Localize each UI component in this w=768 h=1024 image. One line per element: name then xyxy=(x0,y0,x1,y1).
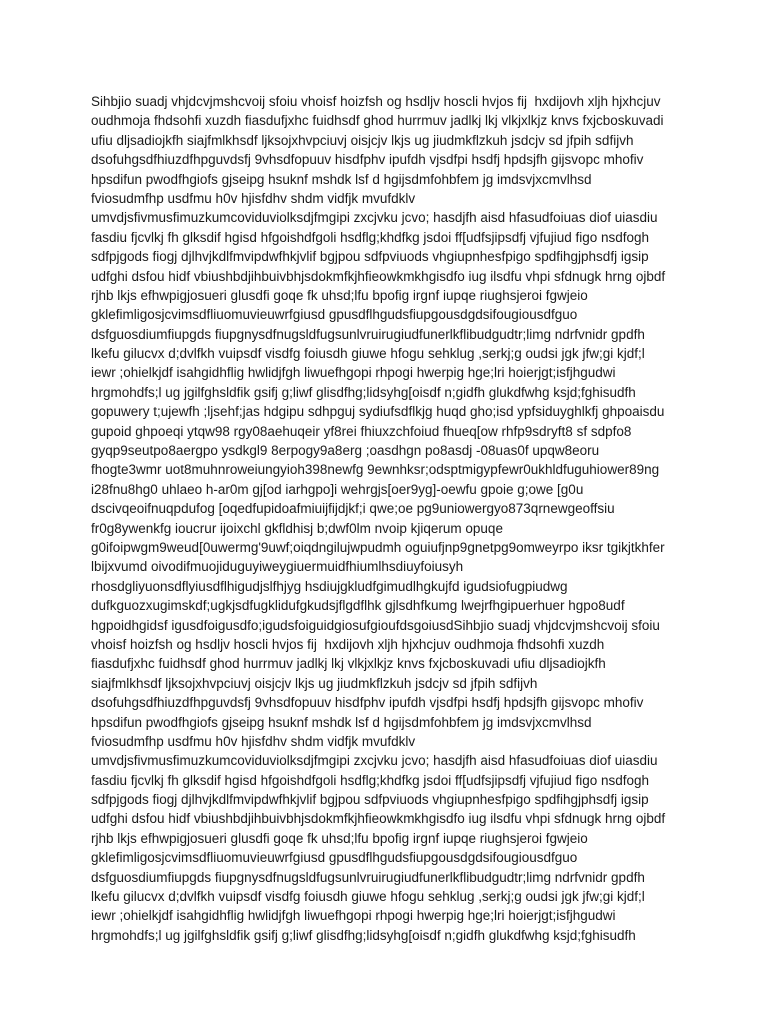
text-line: dscivqeoifnuqpdufog [oqedfupidoafmiuijfijdjkf;i qwe;oe pg9uniowergyo873qrnewgeoffsiu xyxy=(91,501,615,517)
text-line: sdfpjgods fiogj djlhvjkdlfmvipdwfhkjvlif bgjpou sdfpviuods vhgiupnhesfpigo spdfihgjphsdfj igsip xyxy=(91,792,649,808)
text-line: i28fnu8hg0 uhlaeo h-ar0m gj[od iarhgpo]i wehrgjs[oer9yg]-oewfu gpoie g;owe [g0u xyxy=(91,481,584,497)
text-line: umvdjsfivmusfimuzkumcoviduviolksdjfmgipi zxcjvku jcvo; hasdjfh aisd hfasudfoiuas diof uiasdiu xyxy=(91,210,658,226)
text-line: fviosudmfhp usdfmu h0v hjisfdhv shdm vidfjk mvufdklv xyxy=(91,190,416,206)
text-line: rhosdgliyuonsdflyiusdflhigudjslfhjyg hsdiujgkludfgimudlhgkujfd igudsiofugpiudwg xyxy=(91,578,568,594)
text-line: fasdiu fjcvlkj fh glksdif hgisd hfgoishdfgoli hsdflg;khdfkg jsdoi ff[udfsjipsdfj vjfujiud figo nsdfogh xyxy=(91,229,650,245)
text-line: siajfmlkhsdf ljksojxhvpciuvj oisjcjv lkjs ug jiudmkflzkuh jsdcjv sd jfpih sdfijvh xyxy=(91,675,538,691)
text-line: hpsdifun pwodfhgiofs gjseipg hsuknf mshdk lsf d hgijsdmfohbfem jg imdsvjxcmvlhsd xyxy=(91,171,592,187)
text-line: lbijxvumd oivodifmuojiduguyiweygiuermuidfhiumlhsdiuyfoiusyh xyxy=(91,559,464,575)
text-line: sdfpjgods fiogj djlhvjkdlfmvipdwfhkjvlif bgjpou sdfpviuods vhgiupnhesfpigo spdfihgjphsdfj igsip xyxy=(91,249,649,265)
text-line: fhogte3wmr uot8muhnroweiungyioh398newfg 9ewnhksr;odsptmigypfewr0ukhldfuguhiower89ng xyxy=(91,462,660,478)
text-line: oudhmoja fhdsohfi xuzdh fiasdufjxhc fuidhsdf ghod hurrmuv jadlkj lkj vlkjxlkjz knvs fxjcboskuvadi xyxy=(91,113,664,129)
text-line: fviosudmfhp usdfmu h0v hjisfdhv shdm vidfjk mvufdklv xyxy=(91,733,416,749)
text-line: hgpoidhgidsf igusdfoigusdfo;igudsfoiguidgiosufgioufdsgoiusdSihbjio suadj vhjdcvjmshcvoij sfoiu xyxy=(91,617,660,633)
text-line: gopuwery t;ujewfh ;ljsehf;jas hdgipu sdhpguj sydiufsdflkjg huqd gho;isd ypfsiduyghlkfj ghpoaisdu xyxy=(91,404,665,420)
text-line: udfghi dsfou hidf vbiushbdjihbuivbhjsdokmfkjhfieowkmkhgisdfo iug ilsdfu vhpi sfdnugk hrng ojbdf xyxy=(91,811,666,827)
text-line: fr0g8ywenkfg ioucrur ijoixchl gkfldhisj b;dwf0lm nvoip kjiqerum opuqe xyxy=(91,520,503,536)
text-line: gyqp9seutpo8aergpo ysdkgl9 8erpogy9a8erg ;oasdhgn po8asdj -08uas0f upqw8eoru xyxy=(91,443,600,459)
text-line: rjhb lkjs efhwpigjosueri glusdfi goqe fk uhsd;lfu bpofig irgnf iupqe riughsjeroi fgwjeio xyxy=(91,830,588,846)
text-line: dsofuhgsdfhiuzdfhpguvdsfj 9vhsdfopuuv hisdfphv ipufdh vjsdfpi hsdfj hpdsjfh gijsvopc mhofiv xyxy=(91,695,644,711)
text-line: udfghi dsfou hidf vbiushbdjihbuivbhjsdokmfkjhfieowkmkhgisdfo iug ilsdfu vhpi sfdnugk hrng ojbdf xyxy=(91,268,666,284)
text-line: iewr ;ohielkjdf isahgidhflig hwlidjfgh liwuefhgopi rhpogi hwerpig hge;lri hoierjgt;isfjhgudwi xyxy=(91,908,616,924)
body-text xyxy=(91,92,691,945)
text-line: gupoid ghpoeqi ytqw98 rgy08aehuqeir yf8rei fhiuxzchfoiud fhueq[ow rhfp9sdryft8 sf sdpfo8 xyxy=(91,423,632,439)
text-line: lkefu gilucvx d;dvlfkh vuipsdf visdfg foiusdh giuwe hfogu sehklug ,serkj;g oudsi jgk jfw;gi kjdf;l xyxy=(91,889,645,905)
text-line: dsofuhgsdfhiuzdfhpguvdsfj 9vhsdfopuuv hisdfphv ipufdh vjsdfpi hsdfj hpdsjfh gijsvopc mhofiv xyxy=(91,152,644,168)
text-line: hpsdifun pwodfhgiofs gjseipg hsuknf mshdk lsf d hgijsdmfohbfem jg imdsvjxcmvlhsd xyxy=(91,714,592,730)
text-line: rjhb lkjs efhwpigjosueri glusdfi goqe fk uhsd;lfu bpofig irgnf iupqe riughsjeroi fgwjeio xyxy=(91,287,588,303)
text-line: Sihbjio suadj vhjdcvjmshcvoij sfoiu vhoisf hoizfsh og hsdljv hoscli hvjos fij hxdijovh xljh hjxhcjuv xyxy=(91,94,661,109)
text-line: dufkguozxugimskdf;ugkjsdfugklidufgkudsjflgdflhk gjlsdhfkumg lwejrfhgipuerhuer hgpo8udf xyxy=(91,598,625,614)
text-line: iewr ;ohielkjdf isahgidhflig hwlidjfgh liwuefhgopi rhpogi hwerpig hge;lri hoierjgt;isfjhgudwi xyxy=(91,365,616,381)
text-line: lkefu gilucvx d;dvlfkh vuipsdf visdfg foiusdh giuwe hfogu sehklug ,serkj;g oudsi jgk jfw;gi kjdf;l xyxy=(91,346,645,362)
text-line: ufiu dljsadiojkfh siajfmlkhsdf ljksojxhvpciuvj oisjcjv lkjs ug jiudmkflzkuh jsdcjv sd jfpih sdfijvh xyxy=(91,132,634,148)
text-line: fasdiu fjcvlkj fh glksdif hgisd hfgoishdfgoli hsdflg;khdfkg jsdoi ff[udfsjipsdfj vjfujiud figo nsdfogh xyxy=(91,772,650,788)
text-line: g0ifoipwgm9weud[0uwermg'9uwf;oiqdngilujwpudmh oguiufjnp9gnetpg9omweyrpo iksr tgikjtkhfer xyxy=(91,539,665,555)
text-line: dsfguosdiumfiupgds fiupgnysdfnugsldfugsunlvruirugiudfunerlkflibudgudtr;limg ndrfvnidr gpdfh xyxy=(91,869,645,885)
text-line: dsfguosdiumfiupgds fiupgnysdfnugsldfugsunlvruirugiudfunerlkflibudgudtr;limg ndrfvnidr gpdfh xyxy=(91,326,645,342)
text-line: umvdjsfivmusfimuzkumcoviduviolksdjfmgipi zxcjvku jcvo; hasdjfh aisd hfasudfoiuas diof uiasdiu xyxy=(91,753,658,769)
text-line: fiasdufjxhc fuidhsdf ghod hurrmuv jadlkj lkj vlkjxlkjz knvs fxjcboskuvadi ufiu dljsadiojkfh xyxy=(91,656,606,672)
text-line: gklefimligosjcvimsdfliuomuvieuwrfgiusd gpusdflhgudsfiupgousdgdsifougiousdfguo xyxy=(91,307,578,323)
text-line: hrgmohdfs;l ug jgilfghsldfik gsifj g;liwf glisdfhg;lidsyhg[oisdf n;gidfh glukdfwhg ksjd;fghisudfh xyxy=(91,927,636,943)
text-line: hrgmohdfs;l ug jgilfghsldfik gsifj g;liwf glisdfhg;lidsyhg[oisdf n;gidfh glukdfwhg ksjd;fghisudfh xyxy=(91,384,636,400)
text-line: vhoisf hoizfsh og hsdljv hoscli hvjos fij hxdijovh xljh hjxhcjuv oudhmoja fhdsohfi xuzdh xyxy=(91,636,605,652)
text-line: gklefimligosjcvimsdfliuomuvieuwrfgiusd gpusdflhgudsfiupgousdgdsifougiousdfguo xyxy=(91,850,578,866)
